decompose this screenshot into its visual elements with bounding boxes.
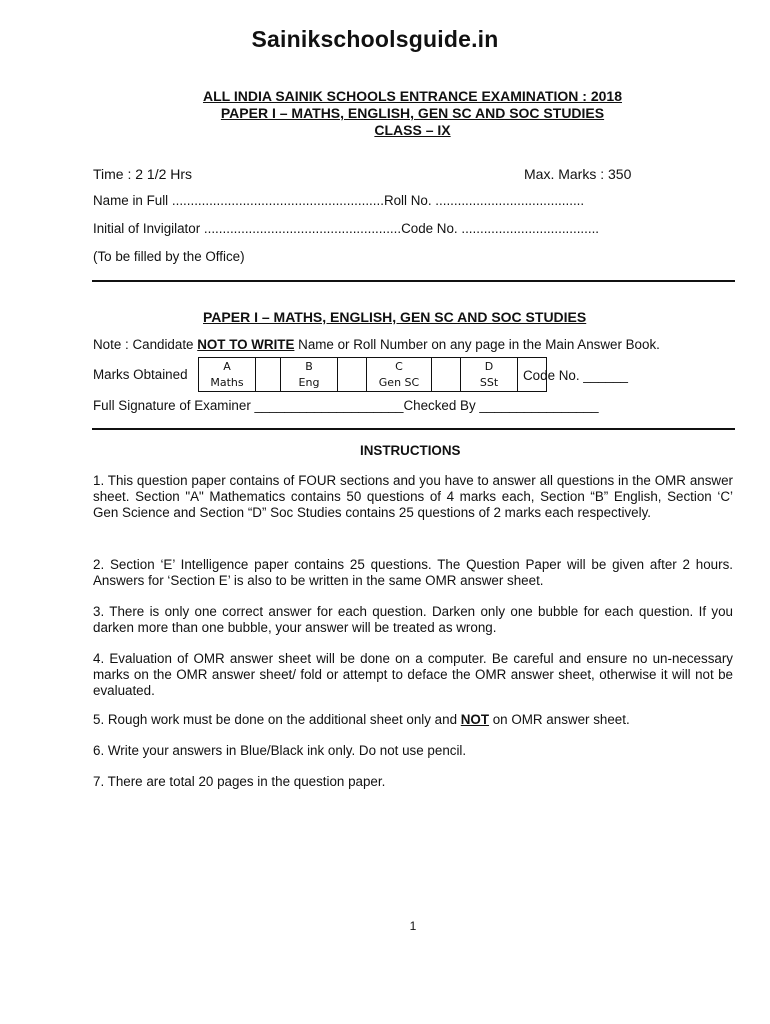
site-title: Sainikschoolsguide.in (251, 26, 499, 52)
instruction-1: 1. This question paper contains of FOUR sections and you have to answer all questions in the OMR answer sheet. Section "A" Mathematics contains 50 questions of 4 marks each, Section “B” English, Section ‘C’ Gen Science and Section “D” Soc Studies contains 25 questions of 2 marks each respectively. (93, 473, 733, 520)
instruction-2: 2. Section ‘E’ Intelligence paper contains 25 questions. The Question Paper will be given after 2 hours. Answers for ‘Section E’ is also to be written in the same OMR answer sheet. (93, 557, 733, 588)
instruction-5 (93, 712, 733, 728)
page-number: 1 (409, 919, 417, 933)
box-b-letter: B (305, 359, 313, 373)
code-no-field: Code No. ______ (523, 368, 628, 383)
box-c (367, 358, 432, 392)
instruction-5-prefix: 5. Rough work must be done on the additional sheet only and (93, 712, 461, 727)
office-paper-title: PAPER I – MATHS, ENGLISH, GEN SC AND SOC STUDIES (203, 309, 587, 325)
box-a-letter: A (223, 359, 231, 373)
box-a-subject: Maths (210, 375, 244, 389)
instruction-3: 3. There is only one correct answer for each question. Darken only one bubble for each question. If you darken more than one bubble, your answer will be treated as wrong. (93, 604, 733, 635)
max-marks-label: Max. Marks : 350 (524, 166, 632, 182)
instructions-title: INSTRUCTIONS (360, 443, 461, 458)
note-emphasis: NOT TO WRITE (197, 337, 295, 352)
box-d-subject: SSt (479, 375, 499, 389)
note-suffix: Name or Roll Number on any page in the Main Answer Book. (294, 337, 660, 352)
box-d (461, 358, 518, 392)
candidate-note (93, 337, 660, 352)
instruction-6: 6. Write your answers in Blue/Black ink only. Do not use pencil. (93, 743, 467, 758)
class-title: CLASS – IX (374, 122, 451, 138)
marks-boxes (198, 357, 547, 392)
time-label: Time : 2 1/2 Hrs (93, 166, 193, 182)
box-a (199, 358, 256, 392)
divider-top (92, 280, 735, 282)
invigilator-code-row: Initial of Invigilator .....................................................Code No. ..................................... (93, 221, 600, 236)
instruction-7: 7. There are total 20 pages in the question paper. (93, 774, 386, 789)
office-note: (To be filled by the Office) (93, 249, 245, 264)
instruction-5-emphasis: NOT (460, 712, 490, 727)
instruction-4: 4. Evaluation of OMR answer sheet will be done on a computer. Be careful and ensure no un-necessary marks on the OMR answer sheet/ fold or attempt to deface the OMR answer sheet, otherwise it will not be evaluated. (93, 651, 733, 698)
box-b (281, 358, 338, 392)
box-c-score (432, 358, 461, 392)
signature-row: Full Signature of Examiner ____________________Checked By ________________ (93, 398, 599, 413)
marks-obtained-label: Marks Obtained (93, 367, 188, 382)
box-b-score (338, 358, 367, 392)
name-roll-row: Name in Full .........................................................Roll No. ........................................ (93, 193, 585, 208)
paper-title: PAPER I – MATHS, ENGLISH, GEN SC AND SOC STUDIES (220, 105, 605, 121)
exam-title: ALL INDIA SAINIK SCHOOLS ENTRANCE EXAMINATION : 2018 (202, 88, 622, 104)
instruction-5-suffix: on OMR answer sheet. (489, 712, 630, 727)
box-a-score (256, 358, 281, 392)
box-d-letter: D (484, 359, 494, 373)
box-b-subject: Eng (298, 375, 320, 389)
box-c-subject: Gen SC (378, 375, 420, 389)
divider-bottom (92, 428, 735, 430)
box-c-letter: C (395, 359, 403, 373)
note-prefix: Note : Candidate (93, 337, 198, 352)
